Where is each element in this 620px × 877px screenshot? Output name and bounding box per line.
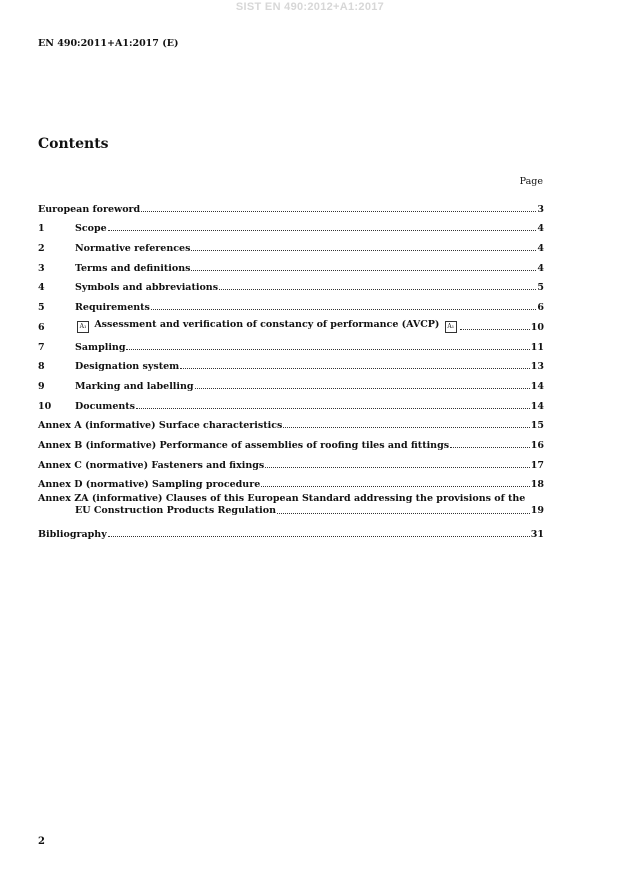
toc-title: Bibliography: [38, 529, 107, 540]
toc-entry-terms[interactable]: [38, 254, 544, 274]
toc-leader: [261, 486, 530, 487]
toc-leader: [277, 513, 530, 514]
toc-entry-annex-c[interactable]: [38, 451, 544, 471]
toc-title: Marking and labelling: [75, 380, 194, 392]
amendment-end-icon: A₁: [445, 321, 457, 333]
toc-entry-annex-za[interactable]: [38, 490, 544, 519]
toc-entry-designation[interactable]: [38, 353, 544, 373]
toc-number: 8: [38, 361, 45, 373]
toc-entry-avcp[interactable]: [38, 313, 544, 333]
toc-entry-normative-references[interactable]: [38, 234, 544, 254]
toc-page: 4: [537, 262, 544, 274]
toc-title: Normative references: [75, 243, 191, 255]
toc-title: Terms and definitions: [75, 262, 191, 274]
toc-page: 3: [537, 203, 544, 215]
toc-page: 19: [530, 505, 544, 517]
toc-title: Symbols and abbreviations: [75, 282, 219, 294]
toc-page: 11: [530, 341, 544, 353]
toc-title-line2-row: [38, 505, 544, 517]
toc-leader: [450, 447, 530, 448]
toc-leader: [141, 211, 536, 212]
toc-number: 9: [38, 380, 45, 392]
toc-title: Annex ZA (informative) Clauses of this European Standard addressing the provisions of the: [38, 493, 526, 505]
toc-title: Sampling: [75, 341, 126, 353]
toc-entry-marking[interactable]: [38, 372, 544, 392]
toc-page: 6: [537, 302, 544, 314]
toc-title: Annex C (normative) Fasteners and fixings: [38, 459, 265, 471]
toc-leader: [191, 270, 536, 271]
toc-entry-annex-b[interactable]: [38, 431, 544, 451]
toc-page: 14: [530, 400, 544, 412]
toc-page: 16: [530, 439, 544, 451]
toc-entry-scope[interactable]: [38, 215, 544, 235]
toc-entry-foreword[interactable]: [38, 195, 544, 215]
toc-number: 2: [38, 243, 45, 255]
toc-leader: [191, 250, 536, 251]
toc-number: 1: [38, 223, 45, 235]
toc-entry-documents[interactable]: [38, 392, 544, 412]
toc-number: 6: [38, 321, 45, 333]
toc-title-line2: EU Construction Products Regulation: [75, 505, 276, 517]
toc-page: 13: [530, 361, 544, 373]
toc-number: 5: [38, 302, 45, 314]
toc-title-wrap: [38, 493, 544, 517]
toc-title: European foreword: [38, 203, 141, 215]
toc-page: 14: [530, 380, 544, 392]
toc-title: Requirements: [75, 302, 150, 314]
toc-page: 17: [530, 459, 544, 471]
toc-page: 4: [537, 223, 544, 235]
table-of-contents: [38, 195, 544, 540]
toc-title: [75, 319, 459, 333]
toc-number: 7: [38, 341, 45, 353]
toc-number: 4: [38, 282, 45, 294]
toc-leader: [195, 388, 530, 389]
toc-title: Scope: [75, 223, 107, 235]
toc-title: Designation system: [75, 361, 180, 373]
toc-title: Annex D (normative) Sampling procedure: [38, 479, 261, 491]
amendment-start-icon: A₁: [77, 321, 89, 333]
toc-entry-bibliography[interactable]: [38, 520, 544, 540]
page-column-label: Page: [519, 176, 543, 187]
toc-leader: [136, 408, 530, 409]
toc-entry-symbols[interactable]: [38, 274, 544, 294]
toc-leader: [283, 427, 529, 428]
toc-leader: [151, 309, 536, 310]
toc-number: 10: [38, 400, 52, 412]
toc-page: 5: [537, 282, 544, 294]
toc-page: 15: [530, 420, 544, 432]
document-header: EN 490:2011+A1:2017 (E): [38, 38, 179, 49]
toc-leader: [460, 329, 530, 330]
toc-page: 4: [537, 243, 544, 255]
toc-page: 10: [530, 321, 544, 333]
toc-leader: [108, 536, 530, 537]
toc-page: 31: [530, 529, 544, 540]
toc-leader: [180, 368, 530, 369]
toc-number: 3: [38, 262, 45, 274]
toc-title-text: Assessment and verification of constancy of performance (AVCP): [94, 318, 440, 330]
toc-title: Documents: [75, 400, 136, 412]
toc-title: Annex A (informative) Surface characteristics: [38, 420, 283, 432]
toc-leader: [126, 349, 529, 350]
toc-page: 18: [530, 479, 544, 491]
toc-entry-requirements[interactable]: [38, 293, 544, 313]
toc-entry-sampling[interactable]: [38, 333, 544, 353]
watermark: SIST EN 490:2012+A1:2017: [235, 1, 385, 13]
page-number: 2: [38, 836, 45, 847]
toc-entry-annex-d[interactable]: [38, 471, 544, 491]
contents-heading: Contents: [38, 136, 109, 152]
toc-leader: [108, 230, 537, 231]
toc-leader: [265, 467, 530, 468]
toc-leader: [219, 289, 536, 290]
toc-title: Annex B (informative) Performance of assemblies of roofing tiles and fittings: [38, 439, 450, 451]
toc-entry-annex-a[interactable]: [38, 412, 544, 432]
